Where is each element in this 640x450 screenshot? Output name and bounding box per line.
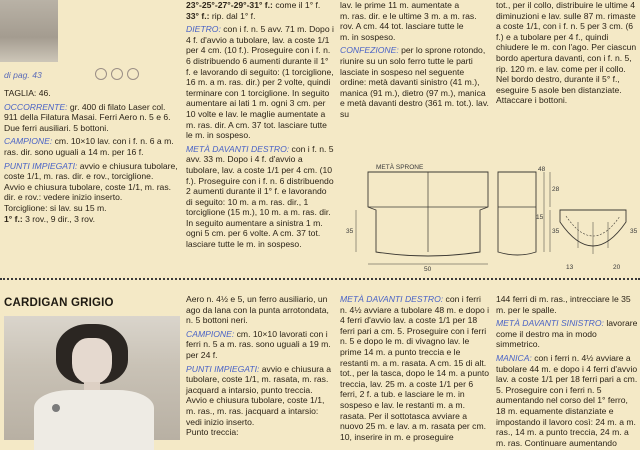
dietro-para: DIETRO: con i f. n. 5 avv. 71 m. Dopo i 4 f. d'avvio a tubolare, lav. a coste 1/1 per 4 cm. (10 f.). Proseguire con i f. n. 6 distribuendo 6 aumenti durante il 1° f. e lavorando di seguito: (1 torciglione, 16 m. a m. ras. dir.) per 2 volte, quindi terminare con 1 torciglione. In seguito aumentare ai lati 1 m. ogni 3 cm. per 10 volte e lav. le maglie aumentate a m. ras. dir. A cm. 37 tot. lasciare tutte le m. in sospeso. xyxy=(186,24,334,141)
page-reference: di pag. 43 xyxy=(4,70,42,80)
diagram-dim: 28 xyxy=(552,186,560,193)
diagram-dim: 35 xyxy=(346,228,354,235)
diagram-dim: 35 xyxy=(552,228,560,235)
avvio-para: Avvio e chiusura tubolare, coste 1/1, m. ras. dir. e rov.: vedere inizio inserto. xyxy=(4,181,172,203)
ball-icon xyxy=(127,68,139,80)
rows-line-1: 23°-25°-27°-29°-31° f.: come il 1° f. xyxy=(186,0,321,10)
text-line: m. in sospeso. xyxy=(340,31,396,42)
torciglione-para: Torciglione: si lav. su 15 m. xyxy=(4,202,107,213)
rows-line-2: 33° f.: rip. dal 1° f. xyxy=(186,10,256,21)
taglia-text: TAGLIA: 46. xyxy=(4,88,51,98)
meta-davanti-destro-para: METÀ DAVANTI DESTRO: con i f. n. 5 avv. 33 m. Dopo i 4 f. d'avvio a tubolare, lav. a coste 1/1 per 4 cm. (10 f.). Proseguire con i f. n. 6 distribuendo 2 aumenti durante il 1° f. e lavorando di seguito: 10 m. a m. ras. dir., 1 torciglione (15 m.), 10 m. a m. ras. dir. In seguito aumentare a sinistra 1 m. ogni 5 cm. per 6 volte. A cm. 37 tot. lasciare tutte le m. in sospeso. xyxy=(186,143,334,250)
model-photo xyxy=(4,316,180,440)
manica-para: MANICA: con i ferri n. 4½ avviare a tubolare 44 m. e dopo i 4 ferri d'avvio lav. a coste 1/1 per 18 ferri pari a cm. 5. Proseguire con i ferri n. 5 aumentando nel corso del 1° ferro, 18 m. equamente distanziate e impostando il lavoro così: 24 m. a m. ras., 14 m. a punto treccia, 24 m. a m. ras. Continuare aumentando xyxy=(496,352,638,448)
diagram-dim: 15 xyxy=(536,214,544,221)
text-line: lav. le prime 11 m. aumentate a xyxy=(340,0,460,10)
instructions-col-4 xyxy=(496,0,638,106)
diagram-dim: 35 xyxy=(630,228,638,235)
section-title: CARDIGAN GRIGIO xyxy=(4,297,114,309)
text-line: m. ras. dir. e le ultime 3 m. a m. ras. xyxy=(340,10,477,21)
first-row-para: 1° f.: 3 rov., 9 dir., 3 rov. xyxy=(4,213,95,224)
instructions-col-2 xyxy=(186,0,334,250)
collo-para: tot., per il collo, distribuire le ultime 4 diminuzioni e lav. sulle 87 m. rimaste a coste 1/1, con i f. n. 5 per 3 cm. (6 f.) e a tubolare per 4 f., quindi chiudere le m. con l'ago. Per ciascun bordo apertura davanti, con i f. n. 5, rip. 120 m. e lav. come per il collo. Nel bordo destro, durante il 5° f., eseguire 5 asole ben distanziate. Attaccare i bottoni. xyxy=(496,0,637,106)
difficulty-icons xyxy=(95,68,139,80)
instructions-col-3 xyxy=(340,0,490,120)
bottom-col-2 xyxy=(340,294,490,442)
garment-photo-top xyxy=(0,0,58,62)
cardigan xyxy=(34,390,154,450)
section-divider xyxy=(0,278,640,280)
text-line: rov. A cm. 44 tot. lasciare tutte le xyxy=(340,21,464,32)
confezione-para: CONFEZIONE: per lo sprone rotondo, riunire su un solo ferro tutte le parti lasciate in sospeso nel seguente ordine: metà davanti sinistro (41 m.), manica (91 m.), dietro (97 m.), manica e metà davanti destro (361 m. tot.). lav. su xyxy=(340,45,489,119)
brooch-icon xyxy=(52,404,60,412)
campione-para: CAMPIONE: cm. 10×10 lavorati con i ferri n. 5 a m. ras. sono uguali a 19 m. per 24 f. xyxy=(186,328,331,360)
punti-para: PUNTI IMPIEGATI: avvio e chiusura a tubolare, coste 1/1, m. rasata, m. ras. jacquard a intarsio, punto treccia. xyxy=(186,363,332,395)
punti-para: PUNTI IMPIEGATI: avvio e chiusura tubolare, coste 1/1, m. ras. dir. e rov., torciglione. xyxy=(4,160,178,182)
meta-destro-para: METÀ DAVANTI DESTRO: con i ferri n. 4½ avviare a tubolare 48 m. e dopo i 4 ferri d'avvio lav. a coste 1/1 per 18 ferri pari a cm. 5. Proseguire con i ferri n. 5 e dopo le m. di vivagno lav. le prime 14 m. a punto treccia e le restanti m. a m. rasata. A cm. 15 di alt. tot., per la tasca, dopo le 14 m. a punto treccia, lav. 25 m. a coste 1/1 per 6 ferri, 2 f. a tub. e lasciare le m. in sospeso e lav. le restanti m. a m. rasata. Per il sottotasca avviare a nuovo 25 m. e lav. a m. rasata per cm. 10, inserire in m. e proseguire xyxy=(340,294,490,442)
shoulder-para: 144 ferri di m. ras., intrecciare le 35 m. per le spalle. xyxy=(496,294,631,315)
occorrente-para: OCCORRENTE: gr. 400 di filato Laser col. 911 della Filatura Masai. Ferri Aero n. 5 e 6. Due ferri ausiliari. 5 bottoni. xyxy=(4,101,171,133)
campione-para: CAMPIONE: cm. 10×10 lav. con i f. n. 6 a m. ras. dir. sono uguali a 14 m. per 16 f. xyxy=(4,136,174,157)
ball-icon xyxy=(95,68,107,80)
bottom-col-1 xyxy=(186,294,334,438)
diagram-dim: 13 xyxy=(566,264,574,271)
instructions-col-1 xyxy=(4,88,180,224)
treccia-para: Punto treccia: xyxy=(186,427,239,438)
model-face xyxy=(72,338,112,384)
pattern-diagram xyxy=(338,152,640,274)
diagram-dim: 48 xyxy=(538,166,546,173)
bottom-col-3 xyxy=(496,294,638,448)
meta-sinistro-para: METÀ DAVANTI SINISTRO: lavorare come il destro ma in modo simmetrico. xyxy=(496,318,638,350)
diagram-dim: 50 xyxy=(424,266,432,273)
ball-icon xyxy=(111,68,123,80)
diagram-label: METÀ SPRONE xyxy=(376,164,424,171)
materials-para: Aero n. 4½ e 5, un ferro ausiliario, un ago da lana con la punta arrotondata, n. 5 bottoni neri. xyxy=(186,294,329,326)
avvio-para: Avvio e chiusura tubolare, coste 1/1, m. ras., m. ras. jacquard a intarsio: vedi inizio inserto. xyxy=(186,395,325,427)
diagram-dim: 20 xyxy=(613,264,621,271)
